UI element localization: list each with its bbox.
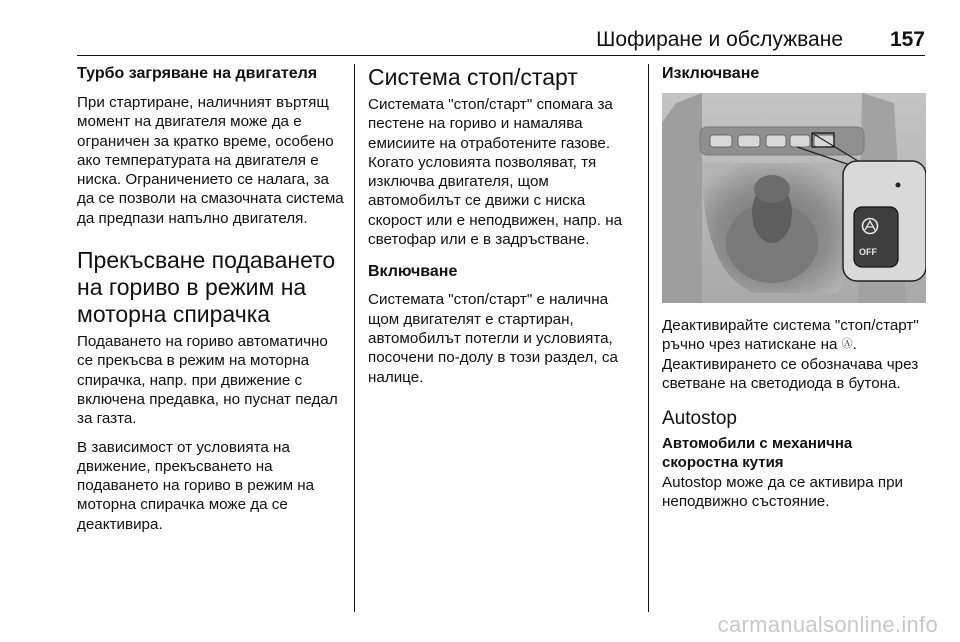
subsection-heading: Включване: [368, 263, 458, 281]
paragraph: В зависимост от условията на движение, прекъсването на подаването на гориво в режим на моторна спирачка може да се деактивира.: [77, 438, 315, 533]
section-heading: Система стоп/старт: [368, 64, 578, 90]
stop-start-button-icon: Ⓐ: [841, 338, 853, 351]
console-drawing: [662, 93, 926, 303]
chapter-title: Шофиране и обслужване: [596, 28, 843, 51]
section-heading: Изключване: [662, 65, 760, 82]
section-heading: Прекъсване подаването на гориво в режим на моторна спирачка: [77, 247, 336, 328]
console-illustration: [662, 93, 926, 303]
paragraph-text: Деактивирайте система "стоп/старт" ръчно чрез натискане на: [662, 317, 919, 354]
column-divider: [648, 64, 649, 612]
paragraph: Системата "стоп/старт" е налична щом двигателят е стартиран, автомобилът потегли и условията, посочени по-долу в този раздел, са налице.: [368, 291, 618, 386]
paragraph: Подаването на гориво автоматично се прекъсва в режим на моторна спирачка, напр. при движение с включена предавка, но пуснат педал за газта.: [77, 333, 338, 428]
column-middle: [368, 64, 634, 387]
page-header: [77, 26, 925, 54]
column-right: [662, 64, 926, 512]
paragraph-text: . Деактивирането се обозначава чрез светване на светодиода в бутона.: [662, 336, 919, 392]
paragraph: Autostop може да се активира при неподвижно състояние.: [662, 474, 904, 511]
paragraph: Системата "стоп/старт" спомага за пестене на гориво и намалява емисиите на отработените газове. Когато условията позволяват, тя изключва двигателя, щом автомобилът се движи с ниска скорост или е неподвижен, напр. на светофар или е в задръстване.: [368, 96, 623, 249]
watermark: carmanualsonline.info: [717, 612, 938, 637]
paragraph: При стартиране, наличният въртящ момент на двигателя може да е ограничен за кратко време, особено ако температурата на двигателя е ниска. Ограничението се налага, за да се позволи на смазочната система да предпази напълно двигателя.: [77, 94, 344, 227]
column-left: [77, 64, 347, 534]
section-heading: Autostop: [662, 408, 737, 430]
subsection-heading: Автомобили с механична скоростна кутия: [662, 435, 853, 472]
off-button-label: OFF: [859, 247, 877, 257]
section-heading: Турбо загряване на двигателя: [77, 65, 318, 82]
page-number: 157: [889, 28, 925, 51]
paragraph: [662, 316, 926, 393]
column-divider: [354, 64, 355, 612]
header-divider: [77, 55, 925, 56]
